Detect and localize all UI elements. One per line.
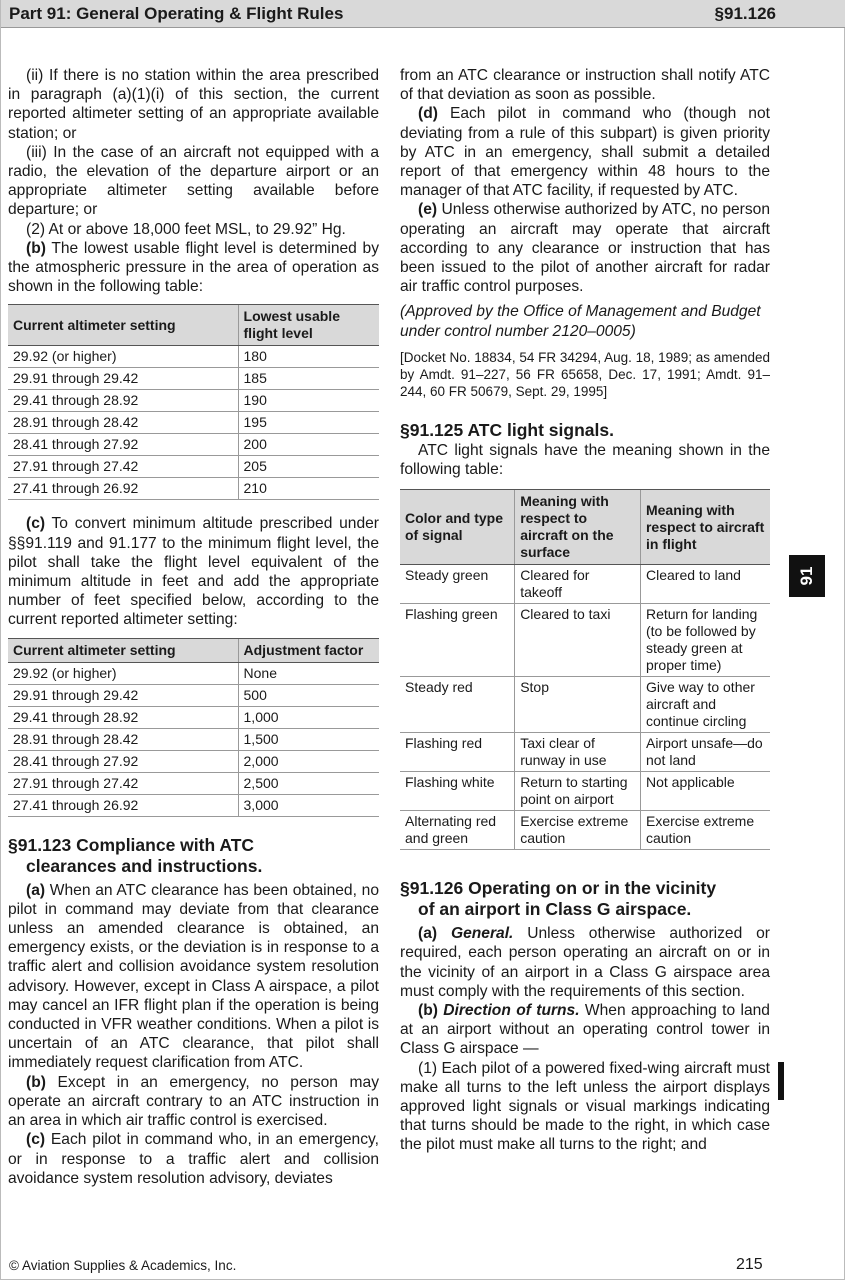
table-row bbox=[8, 368, 379, 390]
table-cell: 28.91 through 28.42 bbox=[8, 728, 238, 750]
thumb-tab-label: 91 bbox=[797, 566, 816, 586]
table-cell: Flashing green bbox=[400, 604, 515, 677]
table-row bbox=[400, 811, 770, 850]
paragraph-label: (a) bbox=[418, 925, 438, 943]
section-heading-91-125: §91.125 ATC light signals. bbox=[400, 419, 614, 440]
paragraph-d bbox=[400, 104, 770, 200]
paragraph-continued: from an ATC clearance or instruction shall notify ATC of that deviation as soon as possible. bbox=[400, 67, 770, 104]
paragraph-a2: (2) At or above 18,000 feet MSL, to 29.92” Hg. bbox=[26, 220, 346, 238]
table-cell: Flashing white bbox=[400, 772, 515, 811]
table-row bbox=[8, 706, 379, 728]
table-cell: 29.92 (or higher) bbox=[8, 346, 238, 368]
paragraph-c bbox=[8, 514, 379, 629]
paragraph-text: Each pilot in command who (though not deviating from a rule of this subpart) is given priority by ATC in an emergency, shall submit a detailed report of that emergency within 48 hours to the manager of that ATC facility, if requested by ATC. bbox=[400, 105, 770, 200]
table-cell: 185 bbox=[238, 368, 379, 390]
table-header-cell: Current altimeter setting bbox=[8, 305, 238, 346]
paragraph-a1ii: (ii) If there is no station within the area prescribed in paragraph (a)(1)(i) of this section, the current reported altimeter setting of an appropriate available station; or bbox=[8, 67, 379, 142]
table-row bbox=[8, 456, 379, 478]
table-cell: 29.91 through 29.42 bbox=[8, 368, 238, 390]
table-cell: Cleared to land bbox=[640, 565, 770, 604]
table-row bbox=[8, 434, 379, 456]
paragraph-label: (b) bbox=[26, 1073, 46, 1091]
table-cell: Cleared to taxi bbox=[515, 604, 641, 677]
table-cell: 190 bbox=[238, 390, 379, 412]
table-cell: None bbox=[238, 662, 379, 684]
light-signals-table bbox=[400, 489, 770, 850]
paragraph-text: Unless otherwise authorized or required, each person operating an aircraft on or in the vicinity of an airport in a Class G airspace area must comply with the requirements of this section. bbox=[400, 925, 770, 1000]
paragraph-126b1: (1) Each pilot of a powered fixed-wing aircraft must make all turns to the left unless the airport displays approved light signals or visual markings indicating that turns should be made to the right, in which case the pilot must make all turns to the right; and bbox=[400, 1059, 770, 1154]
table-header-row bbox=[8, 305, 379, 346]
paragraph-label: (c) bbox=[26, 515, 46, 533]
table-cell: Exercise extreme caution bbox=[515, 811, 641, 850]
page-number: 215 bbox=[736, 1256, 763, 1273]
table-cell: 27.91 through 27.42 bbox=[8, 456, 238, 478]
table-cell: 27.91 through 27.42 bbox=[8, 772, 238, 794]
table-cell: 27.41 through 26.92 bbox=[8, 794, 238, 816]
paragraph-heading: General. bbox=[450, 925, 514, 943]
paragraph-text: The lowest usable flight level is determined by the atmospheric pressure in the area of operation as shown in the following table: bbox=[8, 239, 379, 296]
paragraph-label: (b) bbox=[26, 239, 46, 257]
heading-line: clearances and instructions. bbox=[26, 855, 263, 876]
section-heading-91-126 bbox=[400, 878, 770, 920]
footer-copyright: © Aviation Supplies & Academics, Inc. bbox=[9, 1258, 237, 1273]
paragraph-125-intro: ATC light signals have the meaning shown in the following table: bbox=[400, 441, 770, 479]
table-row bbox=[400, 733, 770, 772]
header-section: §91.126 bbox=[714, 4, 776, 23]
table-row bbox=[8, 684, 379, 706]
table-cell: 195 bbox=[238, 412, 379, 434]
table-row bbox=[400, 772, 770, 811]
table-row bbox=[8, 772, 379, 794]
table-cell: 1,500 bbox=[238, 728, 379, 750]
paragraph-label: (c) bbox=[26, 1131, 46, 1149]
paragraph-label: (e) bbox=[418, 201, 438, 219]
paragraph-123c bbox=[8, 1130, 379, 1188]
paragraph-text: To convert minimum altitude prescribed under §§91.119 and 91.177 to the minimum flight level, the pilot shall take the flight level equivalent of the minimum altitude in feet and add the appropriate number of feet specified below, according to the current reported altimeter setting: bbox=[8, 515, 379, 629]
table-cell: Airport unsafe—do not land bbox=[640, 733, 770, 772]
paragraph-label: (d) bbox=[418, 105, 438, 123]
part-thumb-tab bbox=[789, 555, 825, 597]
table-cell: 28.91 through 28.42 bbox=[8, 412, 238, 434]
table-header-cell: Lowest usable flight level bbox=[238, 305, 379, 346]
paragraph-text: Except in an emergency, no person may operate an aircraft contrary to an ATC instruction in an area in which air traffic control is exercised. bbox=[8, 1073, 379, 1130]
table-row bbox=[400, 604, 770, 677]
table-cell: 210 bbox=[238, 478, 379, 500]
table-cell: 28.41 through 27.92 bbox=[8, 750, 238, 772]
paragraph-123b bbox=[8, 1073, 379, 1131]
table-row bbox=[8, 794, 379, 816]
table-cell: 29.92 (or higher) bbox=[8, 662, 238, 684]
table-row bbox=[8, 346, 379, 368]
table-cell: 3,000 bbox=[238, 794, 379, 816]
running-header bbox=[1, 0, 845, 28]
table-cell: Return for landing (to be followed by steady green at proper time) bbox=[640, 604, 770, 677]
paragraph-text: Each pilot in command who, in an emergency, or in response to a traffic alert and collision avoidance system resolution advisory, deviates bbox=[8, 1131, 379, 1187]
heading-line: of an airport in Class G airspace. bbox=[418, 899, 692, 920]
table-row bbox=[8, 412, 379, 434]
table-header-row bbox=[400, 490, 770, 565]
table-row bbox=[8, 662, 379, 684]
table-cell: 2,000 bbox=[238, 750, 379, 772]
right-column bbox=[400, 66, 770, 1155]
table-cell: 29.41 through 28.92 bbox=[8, 390, 238, 412]
table-cell: Exercise extreme caution bbox=[640, 811, 770, 850]
flight-level-table bbox=[8, 304, 379, 500]
table-cell: Return to starting point on airport bbox=[515, 772, 641, 811]
table-cell: 29.41 through 28.92 bbox=[8, 706, 238, 728]
table-cell: Steady green bbox=[400, 565, 515, 604]
paragraph-text: When an ATC clearance has been obtained, no pilot in command may deviate from that clearance unless an amended clearance is obtained, an emergency exists, or the deviation is in response to a traffic alert and collision avoidance system resolution advisory. However, except in Class A airspace, a pilot may cancel an IFR flight plan if the operation is being conducted in VFR weather conditions. When a pilot is uncertain of an ATC clearance, that pilot shall immediately request clarification from ATC. bbox=[8, 881, 379, 1072]
paragraph-123a bbox=[8, 881, 379, 1073]
table-row bbox=[8, 390, 379, 412]
heading-line: §91.126 Operating on or in the vicinity bbox=[400, 878, 717, 899]
table-cell: 180 bbox=[238, 346, 379, 368]
paragraph-heading: Direction of turns. bbox=[443, 1002, 580, 1020]
table-row bbox=[400, 677, 770, 733]
paragraph-126a bbox=[400, 924, 770, 1001]
table-header-cell: Meaning with respect to aircraft on the surface bbox=[515, 490, 641, 565]
table-cell: 500 bbox=[238, 684, 379, 706]
table-cell: 200 bbox=[238, 434, 379, 456]
table-cell: Not applicable bbox=[640, 772, 770, 811]
heading-line: §91.123 Compliance with ATC bbox=[8, 834, 255, 855]
paragraph-b bbox=[8, 239, 379, 297]
table-cell: 205 bbox=[238, 456, 379, 478]
table-header-cell: Color and type of signal bbox=[400, 490, 515, 565]
table-header-cell: Adjustment factor bbox=[238, 638, 379, 662]
table-row bbox=[8, 750, 379, 772]
table-cell: Flashing red bbox=[400, 733, 515, 772]
docket-citation: [Docket No. 18834, 54 FR 34294, Aug. 18, 1989; as amended by Amdt. 91–227, 56 FR 65658, Dec. 17, 1991; Amdt. 91–244, 60 FR 50679, Sept. 29, 1995] bbox=[400, 349, 771, 399]
paragraph-e bbox=[400, 200, 770, 296]
table-cell: Stop bbox=[515, 677, 641, 733]
omb-approval-note: (Approved by the Office of Management and Budget under control number 2120–0005) bbox=[400, 303, 761, 340]
table-cell: Steady red bbox=[400, 677, 515, 733]
table-cell: 29.91 through 29.42 bbox=[8, 684, 238, 706]
table-cell: 27.41 through 26.92 bbox=[8, 478, 238, 500]
table-cell: Alternating red and green bbox=[400, 811, 515, 850]
left-column bbox=[8, 66, 379, 1188]
table-cell: Give way to other aircraft and continue circling bbox=[640, 677, 770, 733]
paragraph-label: (a) bbox=[26, 881, 46, 899]
table-header-row bbox=[8, 638, 379, 662]
table-cell: Taxi clear of runway in use bbox=[515, 733, 641, 772]
change-bar-marker bbox=[778, 1062, 784, 1100]
header-title: Part 91: General Operating & Flight Rules bbox=[9, 4, 344, 23]
table-row bbox=[8, 478, 379, 500]
table-row bbox=[8, 728, 379, 750]
paragraph-text: Unless otherwise authorized by ATC, no person operating an aircraft may operate that aircraft according to any clearance or instruction that has been issued to the pilot of another aircraft for radar air traffic control purposes. bbox=[400, 201, 770, 296]
table-row bbox=[400, 565, 770, 604]
table-header-cell: Meaning with respect to aircraft in flight bbox=[640, 490, 770, 565]
table-cell: 28.41 through 27.92 bbox=[8, 434, 238, 456]
table-cell: 1,000 bbox=[238, 706, 379, 728]
table-header-cell: Current altimeter setting bbox=[8, 638, 238, 662]
paragraph-text: When approaching to land at an airport without an operating control tower in Class G airspace — bbox=[400, 1002, 770, 1058]
adjustment-factor-table bbox=[8, 638, 379, 817]
paragraph-126b bbox=[400, 1001, 770, 1059]
paragraph-a1iii: (iii) In the case of an aircraft not equipped with a radio, the elevation of the departure airport or an appropriate altimeter setting available before departure; or bbox=[8, 143, 379, 219]
table-cell: 2,500 bbox=[238, 772, 379, 794]
paragraph-label: (b) bbox=[418, 1002, 438, 1020]
table-cell: Cleared for takeoff bbox=[515, 565, 641, 604]
section-heading-91-123 bbox=[8, 835, 379, 877]
